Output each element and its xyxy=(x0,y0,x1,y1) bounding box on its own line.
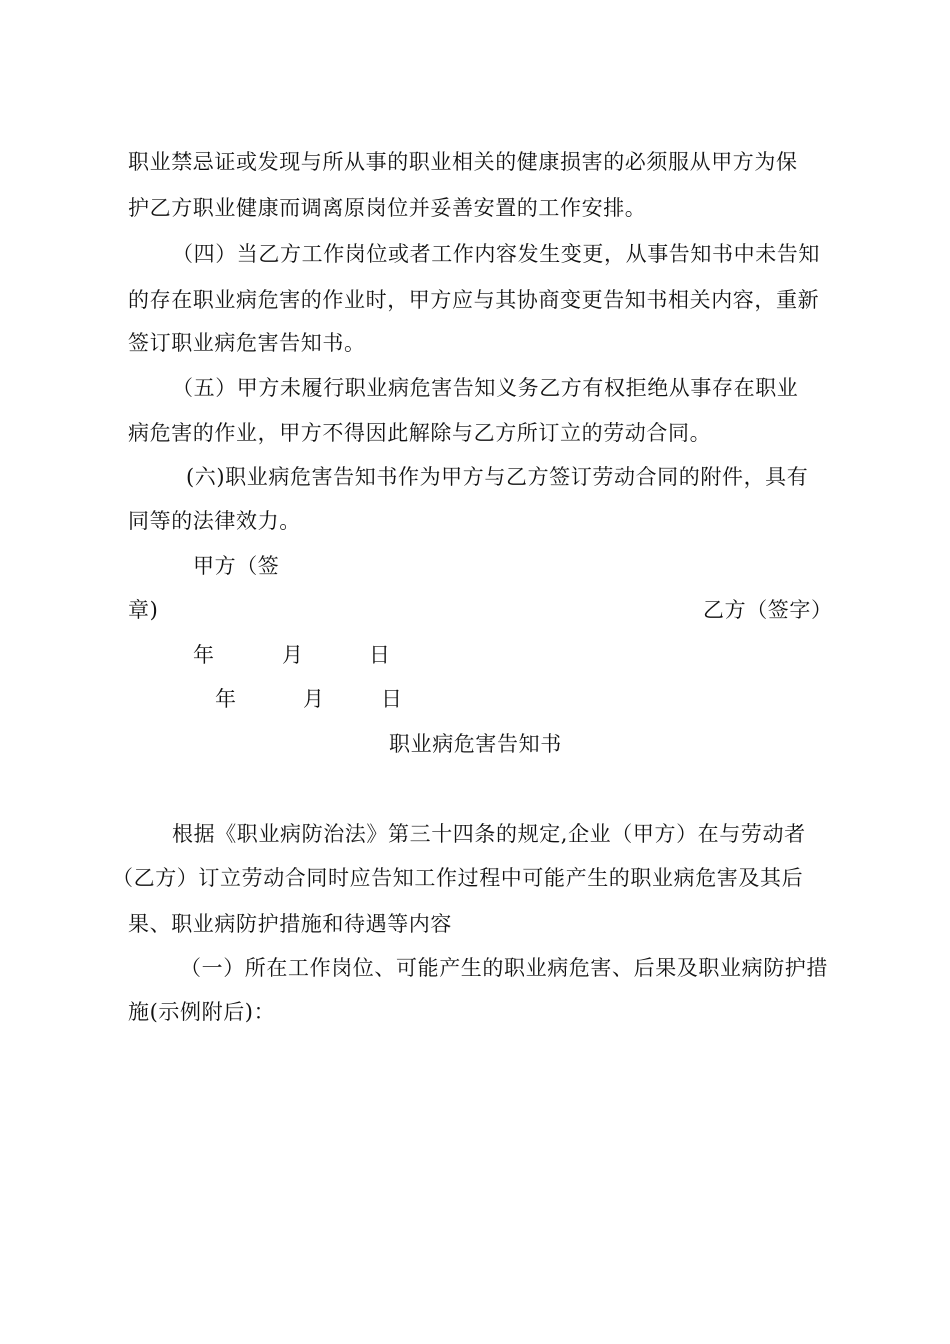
date-a-month: 月 xyxy=(282,643,304,667)
notice-title: 职业病危害告知书 xyxy=(389,732,562,756)
date-b-month: 月 xyxy=(303,687,325,711)
party-b-signature-label: 乙方（签字） xyxy=(703,598,833,622)
party-a-signature-label: 甲方（签 xyxy=(193,554,280,578)
item-1-line: 施(示例附后)： xyxy=(128,1000,276,1024)
item-4-line: 签订职业病危害告知书。 xyxy=(128,331,366,355)
date-a-day: 日 xyxy=(369,643,391,667)
intro-line: （乙方）订立劳动合同时应告知工作过程中可能产生的职业病危害及其后 xyxy=(112,866,804,890)
item-4-line: （四）当乙方工作岗位或者工作内容发生变更，从事告知书中未告知 xyxy=(172,242,820,266)
item-6-line: 同等的法律效力。 xyxy=(128,509,301,533)
party-a-signature-label-cont: 章) xyxy=(128,598,159,622)
item-1-line: （一）所在工作岗位、可能产生的职业病危害、后果及职业病防护措 xyxy=(180,956,828,980)
paragraph-line: 职业禁忌证或发现与所从事的职业相关的健康损害的必须服从甲方为保 xyxy=(128,150,798,174)
date-b-day: 日 xyxy=(381,687,403,711)
item-6-line: (六)职业病危害告知书作为甲方与乙方签订劳动合同的附件，具有 xyxy=(186,465,809,489)
intro-line: 果、职业病防护措施和待遇等内容 xyxy=(128,912,452,936)
intro-line: 根据《职业病防治法》第三十四条的规定,企业（甲方）在与劳动者 xyxy=(172,822,806,846)
date-a-year: 年 xyxy=(193,643,215,667)
date-b-year: 年 xyxy=(215,687,237,711)
item-4-line: 的存在职业病危害的作业时，甲方应与其协商变更告知书相关内容，重新 xyxy=(128,288,820,312)
paragraph-line: 护乙方职业健康而调离原岗位并妥善安置的工作安排。 xyxy=(128,196,647,220)
item-5-line: 病危害的作业，甲方不得因此解除与乙方所订立的劳动合同。 xyxy=(128,421,712,445)
item-5-line: （五）甲方未履行职业病危害告知义务乙方有权拒绝从事存在职业 xyxy=(172,376,799,400)
